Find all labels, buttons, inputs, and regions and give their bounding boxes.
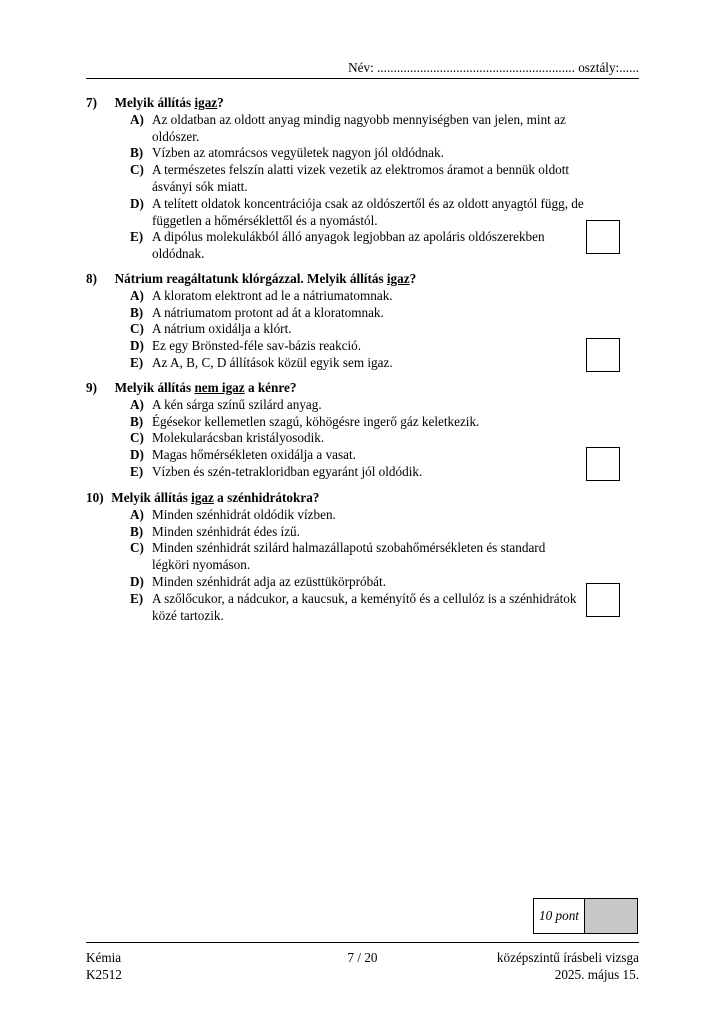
- footer-subject: Kémia: [86, 950, 122, 965]
- option-e: E) Vízben és szén-tetrakloridban egyaránt jól oldódik.: [130, 463, 423, 479]
- points-box: [533, 898, 638, 934]
- footer-exam: középszintű írásbeli vizsga: [496, 950, 639, 965]
- answer-box-10[interactable]: [586, 583, 620, 617]
- header-rule: [86, 78, 639, 79]
- option-d: D) Magas hőmérsékleten oxidálja a vasat.: [130, 447, 356, 463]
- footer-date: 2025. május 15.: [554, 966, 639, 982]
- answer-box-8[interactable]: [586, 338, 620, 372]
- option-b: B) Vízben az atomrácsos vegyületek nagyon jól oldódnak.: [130, 145, 444, 161]
- option-c: C) Minden szénhidrát szilárd halmazállapotú szobahőmérsékleten és standard légköri nyomáson.: [130, 540, 546, 573]
- question-8: [86, 271, 586, 372]
- option-c: C) Molekularácsban kristályosodik.: [130, 430, 325, 446]
- answer-box-7[interactable]: [586, 220, 620, 254]
- option-e: E) A dipólus molekulákból álló anyagok legjobban az apoláris oldószerekben oldódnak.: [130, 229, 545, 262]
- option-c: C) A nátrium oxidálja a klórt.: [130, 321, 292, 337]
- option-a: A) A kloratom elektront ad le a nátriumatomnak.: [130, 287, 393, 303]
- points-label: 10 pont: [534, 899, 585, 933]
- option-e: E) Az A, B, C, D állítások közül egyik sem igaz.: [130, 354, 393, 370]
- option-c: C) A természetes felszín alatti vizek vezetik az elektromos áramot a bennük oldott ásványi sók miatt.: [130, 162, 570, 194]
- option-b: B) Égésekor kellemetlen szagú, köhögésre ingerő gáz keletkezik.: [130, 413, 480, 429]
- option-a: A) A kén sárga színű szilárd anyag.: [130, 396, 322, 412]
- question-7: [86, 95, 586, 263]
- footer-code: K2512: [86, 966, 122, 982]
- option-a: A) Az oldatban az oldott anyag mindig nagyobb mennyiségben van jelen, mint az oldószer.: [130, 111, 566, 144]
- footer-page-number: 7 / 20: [347, 950, 378, 965]
- footer-rule: [86, 942, 639, 943]
- option-a: A) Minden szénhidrát oldódik vízben.: [130, 506, 336, 522]
- question-title: 7) Melyik állítás igaz?: [86, 95, 224, 110]
- answer-box-9[interactable]: [586, 447, 620, 481]
- question-title: 10) Melyik állítás igaz a szénhidrátokra?: [86, 490, 320, 505]
- question-9: [86, 380, 586, 481]
- option-d: D) Ez egy Brönsted-féle sav-bázis reakció.: [130, 338, 362, 354]
- option-e: E) A szőlőcukor, a nádcukor, a kaucsuk, a keményítő és a cellulóz is a szénhidrátok közé tartozik.: [130, 590, 577, 623]
- question-10: [86, 490, 586, 624]
- option-d: D) A telített oldatok koncentrációja csak az oldószertől és az oldott anyagtól függ, de független a hőmérséklettől és a nyomástól.: [130, 195, 584, 228]
- option-d: D) Minden szénhidrát adja az ezüsttükörpróbát.: [130, 573, 386, 589]
- question-title: 9) Melyik állítás nem igaz a kénre?: [86, 380, 297, 395]
- points-score-field[interactable]: [585, 899, 637, 933]
- name-class-line: Név: ............................................................ osztály:......: [348, 60, 639, 75]
- footer-right: [497, 950, 639, 984]
- option-b: B) A nátriumatom protont ad át a kloratomnak.: [130, 304, 384, 320]
- option-b: B) Minden szénhidrát édes ízű.: [130, 523, 300, 539]
- question-title: 8) Nátrium reagáltatunk klórgázzal. Melyik állítás igaz?: [86, 271, 417, 286]
